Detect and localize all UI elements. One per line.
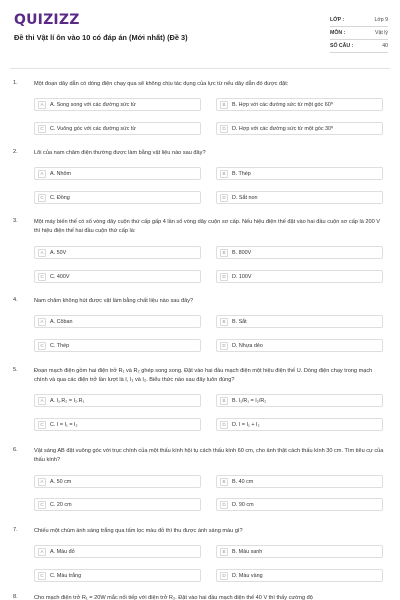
question-number: 6.: [13, 447, 18, 453]
question-number: 5.: [13, 367, 18, 373]
option-letter-badge: B: [220, 249, 228, 257]
option-d[interactable]: [216, 498, 383, 511]
option-text: D. 90 cm: [232, 501, 254, 508]
option-text: B. I₁/R₁ = I₂/R₂: [232, 397, 267, 404]
option-text: C. I = I₁ = I₂: [50, 421, 78, 428]
option-c[interactable]: [34, 339, 201, 352]
option-text: A. I₁.R₂ = I₂.R₁: [50, 397, 85, 404]
option-letter-badge: D: [220, 273, 228, 281]
option-b[interactable]: [216, 315, 383, 328]
option-letter-badge: C: [38, 342, 46, 350]
option-text: C. Màu trắng: [50, 572, 82, 579]
option-a[interactable]: [34, 246, 201, 259]
option-a[interactable]: [34, 315, 201, 328]
option-letter-badge: D: [220, 342, 228, 350]
quizizz-logo: QUIZIZZ: [14, 12, 80, 28]
option-letter-badge: D: [220, 501, 228, 509]
question-number: 3.: [13, 218, 18, 224]
option-letter-badge: B: [220, 101, 228, 109]
question-number: 4.: [13, 297, 18, 303]
option-letter-badge: A: [38, 249, 46, 257]
option-letter-badge: A: [38, 170, 46, 178]
option-text: B. Sắt: [232, 318, 247, 325]
option-a[interactable]: [34, 167, 201, 180]
meta-value: Lớp 9: [374, 17, 388, 23]
option-text: A. Nhôm: [50, 170, 71, 177]
option-text: D. Hợp với các đường sức từ một góc 30⁰: [232, 125, 334, 132]
option-text: A. 50V: [50, 249, 67, 256]
option-a[interactable]: [34, 545, 201, 558]
option-text: D. Màu vàng: [232, 572, 263, 579]
option-letter-badge: D: [220, 421, 228, 429]
meta-key: MÔN :: [330, 30, 346, 36]
meta-key: SỐ CÂU :: [330, 43, 354, 49]
option-b[interactable]: [216, 475, 383, 488]
question-text: Một máy biến thế có số vòng dây cuộn thứ cấp gấp 4 lần số vòng dây cuộn sơ cấp. Nếu hiệu điện thế đặt vào hai đầu cuộn sơ cấp là 200 V thì hiệu điện thế hai đầu cuộn thứ cấp là:: [34, 219, 380, 234]
document-title: Đề thi Vật lí ôn vào 10 có đáp án (Mới nhất) (Đề 3): [14, 33, 188, 42]
option-text: C. Vuông góc với các đường sức từ: [50, 125, 137, 132]
option-b[interactable]: [216, 167, 383, 180]
option-text: A. Song song với các đường sức từ: [50, 101, 136, 108]
option-letter-badge: C: [38, 125, 46, 133]
option-b[interactable]: [216, 246, 383, 259]
option-d[interactable]: [216, 339, 383, 352]
option-a[interactable]: [34, 98, 201, 111]
option-text: A. Côban: [50, 318, 73, 325]
question-text: Lõi của nam châm điện thường được làm bằng vật liệu nào sau đây?: [34, 150, 206, 156]
question-text: Đoạn mạch điện gồm hai điện trở R₁ và R₂ ghép song song. Đặt vào hai đầu mạch điện một hiệu điện thế U. Dòng điện chạy trong mạch chính và qua các điện trở lần lượt là I, I₁ và I₂. Biểu thức nào sau đây luôn đúng?: [34, 368, 373, 383]
option-text: D. Sắt non: [232, 194, 258, 201]
option-letter-badge: D: [220, 125, 228, 133]
option-letter-badge: B: [220, 170, 228, 178]
option-text: B. Màu xanh: [232, 548, 263, 555]
option-letter-badge: D: [220, 194, 228, 202]
option-letter-badge: C: [38, 572, 46, 580]
option-letter-badge: A: [38, 548, 46, 556]
option-text: B. Thép: [232, 170, 251, 177]
option-text: B. 800V: [232, 249, 252, 256]
option-text: B. Hợp với các đường sức từ một góc 60⁰: [232, 101, 333, 108]
option-letter-badge: C: [38, 273, 46, 281]
header-divider: [10, 68, 390, 69]
option-letter-badge: A: [38, 318, 46, 326]
option-letter-badge: A: [38, 101, 46, 109]
option-text: C. 400V: [50, 273, 70, 280]
option-b[interactable]: [216, 394, 383, 407]
option-d[interactable]: [216, 191, 383, 204]
option-letter-badge: B: [220, 318, 228, 326]
meta-value: 40: [382, 43, 388, 49]
option-letter-badge: B: [220, 548, 228, 556]
question-number: 7.: [13, 527, 18, 533]
option-b[interactable]: [216, 98, 383, 111]
option-d[interactable]: [216, 418, 383, 431]
option-d[interactable]: [216, 569, 383, 582]
meta-row-count: [330, 40, 388, 53]
meta-box: [330, 14, 388, 53]
question-text: Một đoạn dây dẫn có dòng điện chạy qua sẽ không chịu tác dụng của lực từ nếu dây dẫn đó được đặt:: [34, 81, 289, 87]
meta-row-subject: [330, 27, 388, 40]
option-letter-badge: B: [220, 397, 228, 405]
option-a[interactable]: [34, 394, 201, 407]
option-letter-badge: A: [38, 478, 46, 486]
option-a[interactable]: [34, 475, 201, 488]
option-c[interactable]: [34, 418, 201, 431]
option-c[interactable]: [34, 569, 201, 582]
option-letter-badge: A: [38, 397, 46, 405]
question-text: Chiếu một chùm ánh sáng trắng qua tấm lọc màu đỏ thì thu được ánh sáng màu gì?: [34, 528, 243, 534]
meta-key: LỚP :: [330, 17, 345, 23]
option-text: D. 100V: [232, 273, 252, 280]
option-text: D. Nhựa dẻo: [232, 342, 263, 349]
meta-row-grade: [330, 14, 388, 27]
option-c[interactable]: [34, 498, 201, 511]
option-letter-badge: C: [38, 421, 46, 429]
option-d[interactable]: [216, 122, 383, 135]
option-text: C. Đồng: [50, 194, 70, 201]
option-d[interactable]: [216, 270, 383, 283]
option-c[interactable]: [34, 122, 201, 135]
option-text: C. 20 cm: [50, 501, 72, 508]
option-letter-badge: B: [220, 478, 228, 486]
meta-value: Vật lý: [375, 30, 388, 36]
question-text: Nam châm không hút được vật làm bằng chất liệu nào sau đây?: [34, 298, 194, 304]
question-number: 1.: [13, 80, 18, 86]
option-text: B. 40 cm: [232, 478, 254, 485]
option-letter-badge: C: [38, 501, 46, 509]
question-text: Cho mạch điện trở R₁ = 20W mắc nối tiếp với điện trở R₂. Đặt vào hai đầu mạch điện thế 40 V thì thấy cường độ: [34, 595, 313, 600]
document-header: [0, 0, 400, 68]
option-b[interactable]: [216, 545, 383, 558]
option-text: D. I = I₁ + I₂: [232, 421, 260, 428]
question-text: Vật sáng AB đặt vuông góc với trục chính của một thấu kính hội tụ cách thấu kính 60 cm, cho ảnh thật cách thấu kính 30 cm. Tìm tiêu cự của thấu kính?: [34, 448, 384, 463]
option-c[interactable]: [34, 270, 201, 283]
question-number: 8.: [13, 594, 18, 600]
option-letter-badge: D: [220, 572, 228, 580]
question-number: 2.: [13, 149, 18, 155]
option-text: A. 50 cm: [50, 478, 72, 485]
option-letter-badge: C: [38, 194, 46, 202]
option-text: C. Thép: [50, 342, 70, 349]
option-c[interactable]: [34, 191, 201, 204]
option-text: A. Màu đỏ: [50, 548, 75, 555]
